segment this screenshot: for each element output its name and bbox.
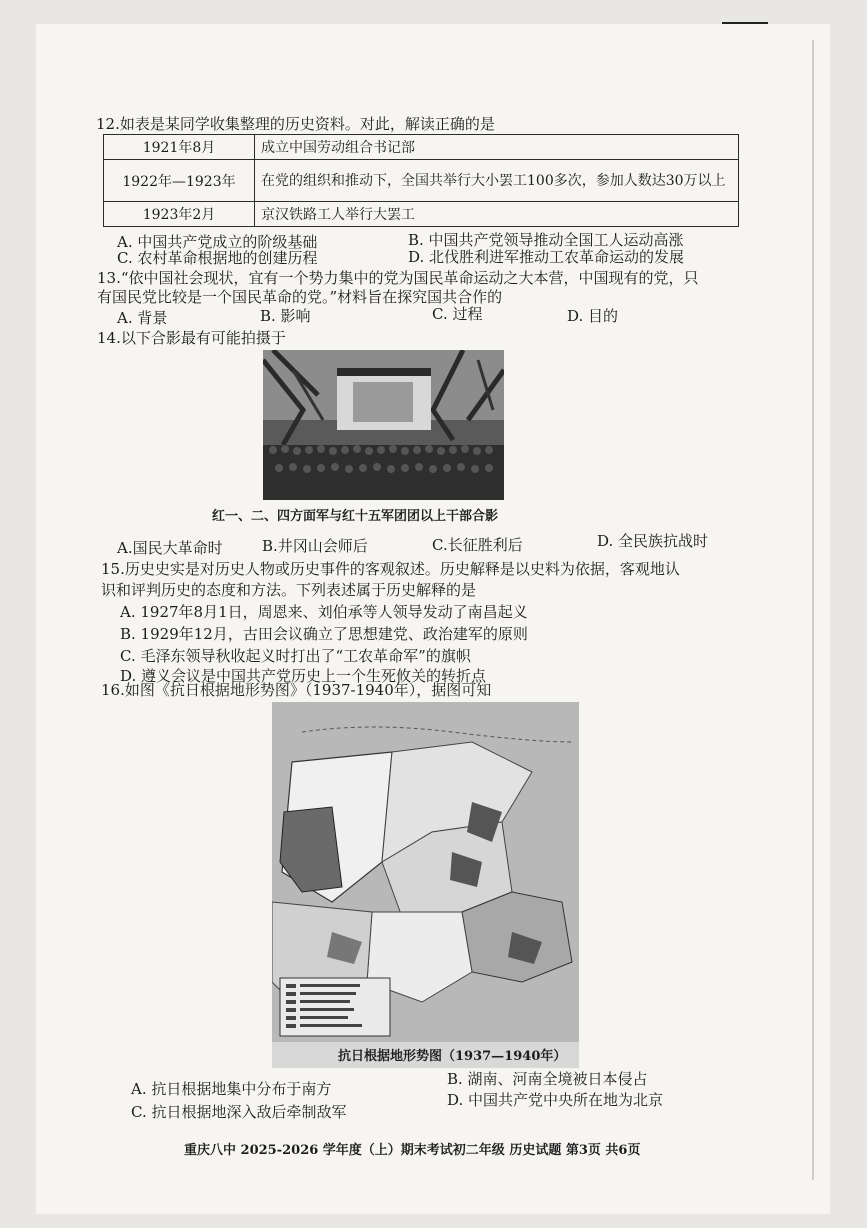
q14-photo-caption: 红一、二、四方面军与红十五军团团以上干部合影 xyxy=(212,509,499,524)
q16-option-c[interactable]: C. 抗日根据地深入敌后牵制敌军 xyxy=(131,1103,347,1121)
q14-option-d[interactable]: D. 全民族抗战时 xyxy=(597,532,709,550)
q13-stem-line2: 有国民党比较是一个国民革命的党。”材料旨在探究国共合作的 xyxy=(97,288,503,306)
q15-option-a[interactable]: A. 1927年8月1日，周恩来、刘伯承等人领导发动了南昌起义 xyxy=(120,603,528,621)
q15-option-c[interactable]: C. 毛泽东领导秋收起义时打出了“工农革命军”的旗帜 xyxy=(120,647,471,665)
q12-stem: 12.如表是某同学收集整理的历史资料。对此，解读正确的是 xyxy=(96,115,495,133)
table-row xyxy=(104,135,739,160)
q14-option-c[interactable]: C.长征胜利后 xyxy=(432,536,523,554)
q14-option-b[interactable]: B.井冈山会师后 xyxy=(262,537,368,555)
base-area-map xyxy=(272,702,579,1068)
group-photo xyxy=(263,350,504,500)
q16-option-a[interactable]: A. 抗日根据地集中分布于南方 xyxy=(131,1080,332,1098)
q12-option-c[interactable]: C. 农村革命根据地的创建历程 xyxy=(117,249,318,267)
table-row xyxy=(104,202,739,227)
table-row xyxy=(104,160,739,202)
q15-option-d[interactable]: D. 遵义会议是中国共产党历史上一个生死攸关的转折点 xyxy=(120,667,487,685)
q13-option-b[interactable]: B. 影响 xyxy=(260,307,311,325)
q12-option-d[interactable]: D. 北伐胜利进军推动工农革命运动的发展 xyxy=(408,248,685,266)
page-footer: 重庆八中 2025-2026 学年度（上）期末考试初二年级 历史试题 第3页 共6页 xyxy=(184,1143,641,1158)
q13-option-c[interactable]: C. 过程 xyxy=(432,305,483,323)
group-photo-image xyxy=(263,350,504,500)
q13-stem-line1: 13.“依中国社会现状，宜有一个势力集中的党为国民革命运动之大本营，中国现有的党，只 xyxy=(97,269,699,287)
base-area-map-image xyxy=(272,702,579,1068)
table-event: 成立中国劳动组合书记部 xyxy=(255,135,739,160)
table-event: 在党的组织和推动下，全国共举行大小罢工100多次，参加人数达30万以上 xyxy=(255,160,739,202)
q13-option-d[interactable]: D. 目的 xyxy=(567,307,619,325)
q15-stem-line1: 15.历史史实是对历史人物或历史事件的客观叙述。历史解释是以史料为依据，客观地认 xyxy=(101,560,680,578)
q12-option-b[interactable]: B. 中国共产党领导推动全国工人运动高涨 xyxy=(408,231,684,249)
q16-option-b[interactable]: B. 湖南、河南全境被日本侵占 xyxy=(447,1070,648,1088)
map-caption: 抗日根据地形势图（1937—1940年） xyxy=(338,1049,567,1064)
q12-table xyxy=(103,134,739,227)
q13-option-a[interactable]: A. 背景 xyxy=(117,309,168,327)
q12-option-a[interactable]: A. 中国共产党成立的阶级基础 xyxy=(117,233,318,251)
page-edge xyxy=(812,40,814,1180)
q14-option-a[interactable]: A.国民大革命时 xyxy=(117,539,223,557)
q16-stem: 16.如图《抗日根据地形势图》（1937-1940年），据图可知 xyxy=(101,681,492,699)
q14-stem: 14.以下合影最有可能拍摄于 xyxy=(97,329,286,347)
table-date: 1923年2月 xyxy=(104,202,255,227)
q15-option-b[interactable]: B. 1929年12月，古田会议确立了思想建党、政治建军的原则 xyxy=(120,625,528,643)
table-date: 1922年—1923年 xyxy=(104,160,255,202)
table-date: 1921年8月 xyxy=(104,135,255,160)
table-event: 京汉铁路工人举行大罢工 xyxy=(255,202,739,227)
q16-option-d[interactable]: D. 中国共产党中央所在地为北京 xyxy=(447,1091,664,1109)
q15-stem-line2: 识和评判历史的态度和方法。下列表述属于历史解释的是 xyxy=(101,581,477,599)
